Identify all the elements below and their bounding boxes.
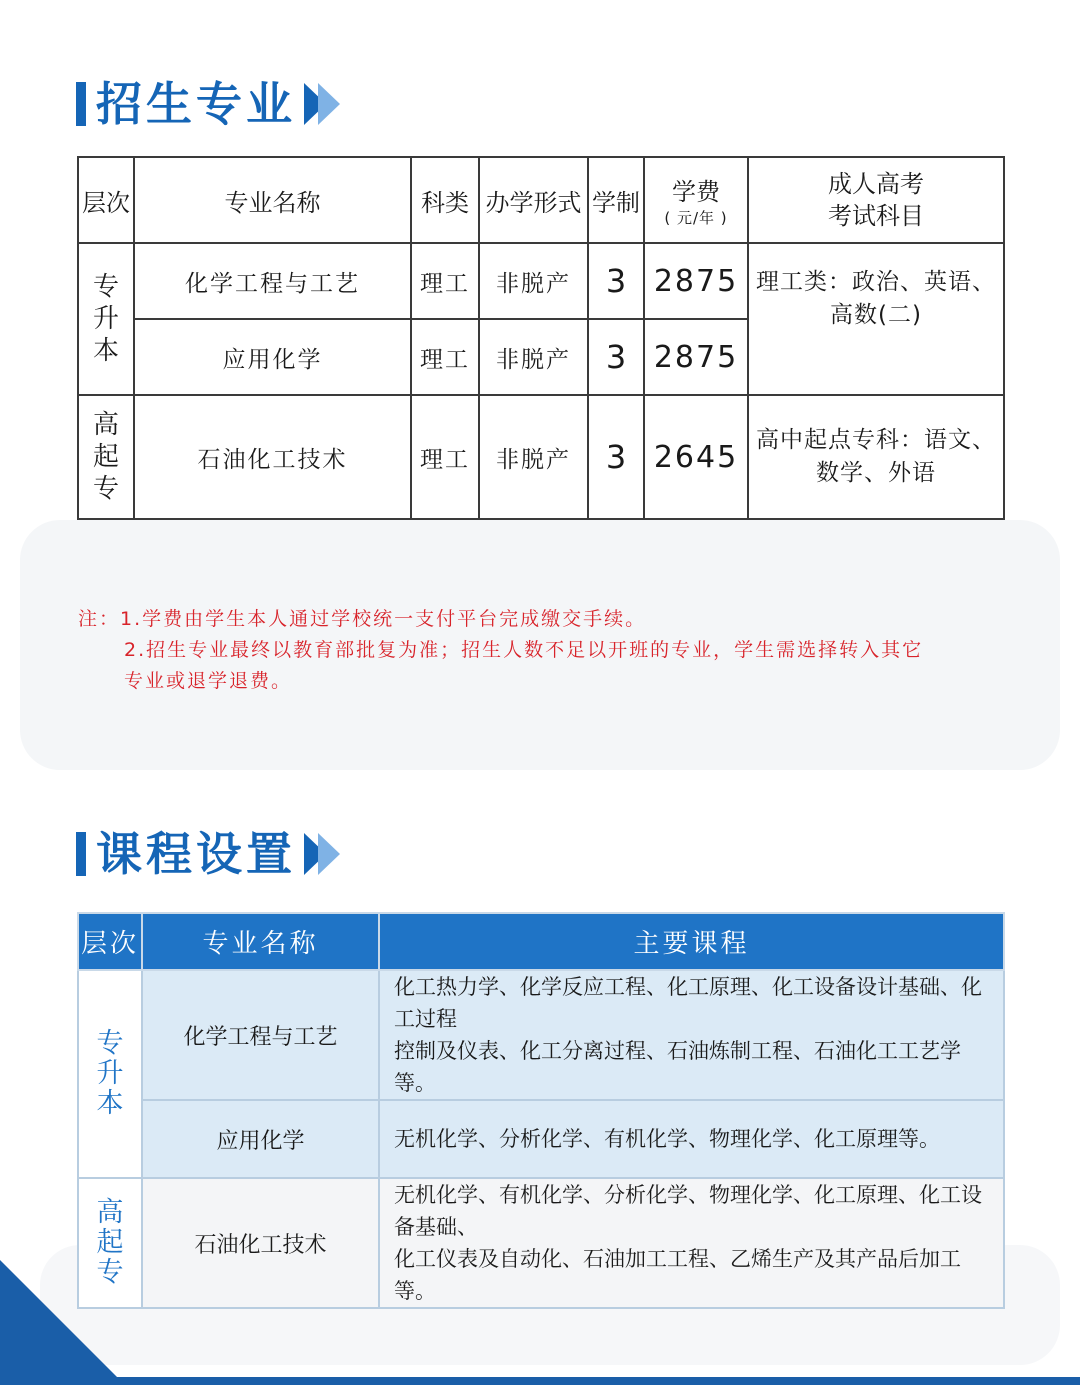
header-major-name: 专业名称: [142, 913, 379, 970]
exam-subjects-line2: 高数(二): [830, 302, 922, 328]
exam-subjects-line1: 理工类：政治、英语、: [756, 269, 996, 295]
section-title: 课程设置: [96, 827, 296, 881]
table-row: [78, 395, 1004, 519]
level-char: 本: [96, 1088, 124, 1119]
years: 3: [588, 243, 644, 319]
level-char: 升: [92, 304, 119, 334]
category: 理工: [411, 319, 479, 395]
study-mode: 非脱产: [479, 395, 588, 519]
section-heading-courses: [76, 826, 350, 882]
fee: 2875: [644, 243, 748, 319]
header-main-courses: 主要课程: [379, 913, 1004, 970]
major-name: 化学工程与工艺: [134, 243, 411, 319]
major-name: 化学工程与工艺: [142, 970, 379, 1100]
level-char: 升: [96, 1058, 124, 1089]
category: 理工: [411, 395, 479, 519]
courses-line1: 化工热力学、化学反应工程、化工原理、化工设备设计基础、化工过程: [394, 975, 982, 1031]
level-cell: [78, 970, 142, 1178]
main-courses: [379, 1100, 1004, 1178]
exam-header-line2: 考试科目: [828, 202, 924, 230]
level-char: 专: [92, 474, 119, 504]
years: 3: [588, 395, 644, 519]
corner-decoration: [0, 1257, 1080, 1385]
study-mode: 非脱产: [479, 243, 588, 319]
exam-subjects: [748, 395, 1004, 519]
study-mode: 非脱产: [479, 319, 588, 395]
header-fee: [644, 157, 748, 243]
level-char: 起: [92, 442, 119, 472]
level-cell: [78, 395, 134, 519]
fee-label: 学费: [672, 178, 720, 206]
heading-bar: [76, 82, 86, 126]
table-row: [78, 970, 1004, 1100]
level-char: 专: [96, 1257, 124, 1288]
header-years: 学制: [588, 157, 644, 243]
level-char: 高: [96, 1197, 124, 1228]
courses-line1: 无机化学、有机化学、分析化学、物理化学、化工原理、化工设备基础、: [394, 1183, 982, 1239]
exam-subjects-line2: 数学、外语: [816, 460, 936, 486]
fee: 2875: [644, 319, 748, 395]
table-row: [78, 1100, 1004, 1178]
major-name: 石油化工技术: [134, 395, 411, 519]
major-name: 石油化工技术: [142, 1178, 379, 1308]
level-char: 本: [92, 336, 119, 366]
double-chevron-icon: [304, 79, 350, 129]
courses-line1: 无机化学、分析化学、有机化学、物理化学、化工原理等。: [394, 1127, 940, 1151]
courses-line2: 化工仪表及自动化、石油加工工程、乙烯生产及其产品后加工等。: [394, 1247, 961, 1303]
heading-bar: [76, 832, 86, 876]
courses-table: [77, 912, 1005, 1309]
enrollment-table: [77, 156, 1005, 520]
header-level: 层次: [78, 157, 134, 243]
years: 3: [588, 319, 644, 395]
exam-header-line1: 成人高考: [828, 170, 924, 198]
courses-line2: 控制及仪表、化工分离过程、石油炼制工程、石油化工工艺学等。: [394, 1039, 961, 1095]
note-line-2: 2.招生专业最终以教育部批复为准；招生人数不足以开班的专业，学生需选择转入其它: [124, 639, 924, 661]
header-major-name: 专业名称: [134, 157, 411, 243]
main-courses: [379, 970, 1004, 1100]
fee-unit: ( 元/年 ): [664, 209, 728, 227]
major-name: 应用化学: [142, 1100, 379, 1178]
header-level: 层次: [78, 913, 142, 970]
level-char: 专: [92, 272, 119, 302]
note-line-1: 注：1.学费由学生本人通过学校统一支付平台完成缴交手续。: [78, 608, 647, 630]
major-name: 应用化学: [134, 319, 411, 395]
section-title: 招生专业: [96, 77, 296, 131]
section-heading-enrollment: [76, 76, 350, 132]
table-row: [78, 243, 1004, 319]
level-char: 高: [92, 410, 119, 440]
level-char: 起: [96, 1227, 124, 1258]
category: 理工: [411, 243, 479, 319]
note-line-3: 专业或退学退费。: [124, 670, 293, 692]
header-study-mode: 办学形式: [479, 157, 588, 243]
level-char: 专: [96, 1028, 124, 1059]
header-category: 科类: [411, 157, 479, 243]
notes: [78, 604, 1008, 697]
header-exam-subjects: [748, 157, 1004, 243]
fee: 2645: [644, 395, 748, 519]
level-cell: [78, 243, 134, 395]
exam-subjects-line1: 高中起点专科：语文、: [756, 427, 996, 453]
double-chevron-icon: [304, 829, 350, 879]
exam-subjects: [748, 243, 1004, 395]
